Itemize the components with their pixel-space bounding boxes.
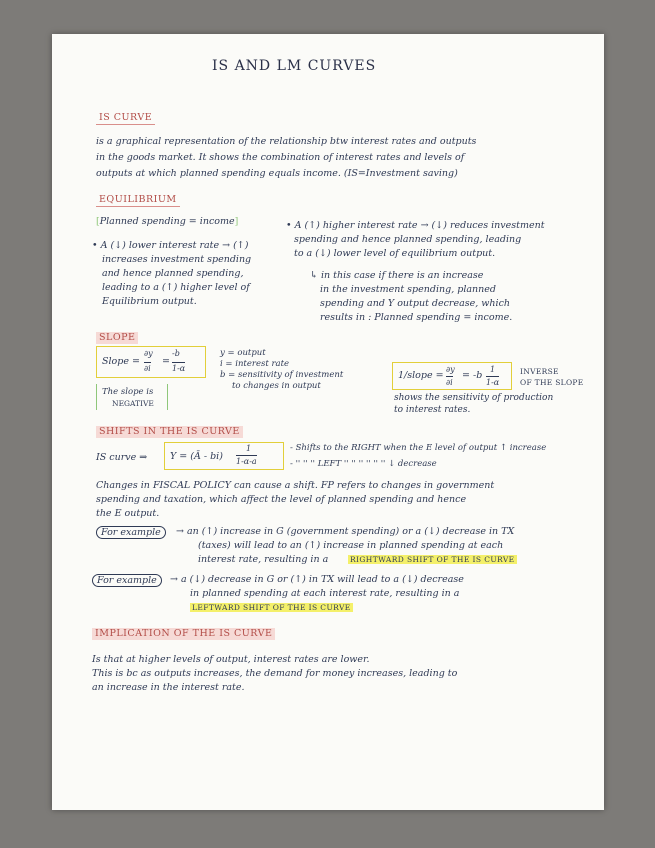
fiscal-line-2: spending and taxation, which affect the level of planned spending and hence bbox=[96, 494, 467, 505]
slope-heading: SLOPE bbox=[96, 332, 138, 344]
inverse-slope-label: 1/slope = bbox=[398, 370, 444, 381]
implication-line-1: Is that at higher levels of output, interest rates are lower. bbox=[92, 654, 370, 665]
example2-oval: For example bbox=[92, 574, 162, 587]
eq-right-1: • A (↑) higher interest rate → (↓) reduces investment bbox=[286, 220, 545, 231]
eq-note-3: spending and Y output decrease, which bbox=[320, 298, 511, 309]
inverse-rhs: = -b bbox=[462, 370, 483, 381]
sensitivity-2: to interest rates. bbox=[394, 405, 471, 415]
slope-negative-1: The slope is bbox=[102, 387, 154, 397]
eq-right-2: spending and hence planned spending, leading bbox=[294, 234, 522, 245]
equilibrium-heading: EQUILIBRIUM bbox=[96, 194, 180, 207]
slope-legend-1: y = output bbox=[220, 348, 266, 358]
sensitivity-1: shows the sensitivity of production bbox=[394, 393, 554, 403]
inverse-note-1: INVERSE bbox=[520, 367, 559, 376]
implication-line-2: This is bc as outputs increases, the demand for money increases, leading to bbox=[92, 668, 458, 679]
is-equation-num: 1 bbox=[246, 444, 252, 453]
page-title: IS AND LM CURVES bbox=[212, 58, 377, 74]
slope-legend-3: b = sensitivity of investment bbox=[220, 370, 344, 380]
example2-line-2: in planned spending at each interest rate, resulting in a bbox=[190, 588, 460, 599]
bracket-close: ] bbox=[234, 216, 239, 227]
equilibrium-box-text: Planned spending = income bbox=[99, 216, 235, 227]
is-equation-lhs: Y = (Ā - bi) bbox=[170, 451, 223, 462]
eq-note-4: results in : Planned spending = income. bbox=[320, 312, 513, 323]
example1-line-2: (taxes) will lead to an (↑) increase in planned spending at each bbox=[198, 540, 504, 551]
is-curve-line-1: is a graphical representation of the relationship btw interest rates and outputs bbox=[96, 136, 477, 147]
inverse-frac-den: ∂i bbox=[446, 378, 453, 387]
equilibrium-box bbox=[96, 216, 238, 228]
eq-left-4: leading to a (↑) higher level of bbox=[102, 282, 250, 293]
example1-line-3: interest rate, resulting in a bbox=[198, 554, 329, 565]
eq-right-3: to a (↓) lower level of equilibrium output. bbox=[294, 248, 496, 259]
slope-legend-4: to changes in output bbox=[232, 381, 321, 391]
fiscal-line-3: the E output. bbox=[96, 508, 160, 519]
slope-frac2-num: -b bbox=[172, 349, 180, 358]
fiscal-line-1: Changes in FISCAL POLICY can cause a shift. FP refers to changes in government bbox=[96, 480, 495, 491]
is-equation-den: 1-α-a bbox=[236, 457, 257, 466]
example1-line-1: → an (↑) increase in G (government spending) or a (↓) decrease in TX bbox=[176, 526, 515, 537]
example2-highlight-wrap bbox=[190, 602, 353, 614]
leftward-shift-highlight: LEFTWARD SHIFT OF THE IS CURVE bbox=[192, 603, 351, 612]
eq-note-2: in the investment spending, planned bbox=[320, 284, 496, 295]
inverse-note-2: OF THE SLOPE bbox=[520, 378, 584, 387]
example1-oval: For example bbox=[96, 526, 166, 539]
eq-left-3: and hence planned spending, bbox=[102, 268, 244, 279]
is-curve-heading: IS CURVE bbox=[96, 112, 155, 125]
eq-left-2: increases investment spending bbox=[102, 254, 252, 265]
slope-frac1-den: ∂i bbox=[144, 364, 151, 373]
shift-right-text: - Shifts to the RIGHT when the E level of output ↑ increase bbox=[290, 443, 547, 453]
slope-formula-label: Slope = bbox=[102, 356, 140, 367]
slope-frac2-den: 1-α bbox=[172, 364, 186, 373]
implication-heading: IMPLICATION OF THE IS CURVE bbox=[92, 628, 275, 640]
rightward-shift-highlight: RIGHTWARD SHIFT OF THE IS CURVE bbox=[350, 555, 515, 564]
slope-frac1-num: ∂y bbox=[144, 349, 153, 358]
slope-legend-2: i = interest rate bbox=[220, 359, 290, 369]
eq-note-1: ↳ in this case if there is an increase bbox=[310, 270, 484, 281]
shift-left-text: - '' '' '' LEFT '' '' '' '' '' '' ↓ decrease bbox=[290, 459, 437, 469]
inverse-frac2-den: 1-α bbox=[486, 378, 500, 387]
is-curve-line-3: outputs at which planned spending equals income. (IS=Investment saving) bbox=[96, 168, 458, 179]
implication-line-3: an increase in the interest rate. bbox=[92, 682, 245, 693]
is-curve-line-2: in the goods market. It shows the combination of interest rates and levels of bbox=[96, 152, 465, 163]
example2-line-1: → a (↓) decrease in G or (↑) in TX will lead to a (↓) decrease bbox=[170, 574, 464, 585]
example1-highlight bbox=[348, 554, 517, 566]
slope-equals: = bbox=[162, 356, 170, 367]
inverse-frac-num: ∂y bbox=[446, 365, 455, 374]
eq-left-5: Equilibrium output. bbox=[102, 296, 197, 307]
notes-page bbox=[52, 34, 604, 810]
inverse-frac2-num: 1 bbox=[490, 365, 496, 374]
shifts-heading: SHIFTS IN THE IS CURVE bbox=[96, 426, 243, 438]
slope-negative-2: NEGATIVE bbox=[112, 399, 154, 408]
is-curve-label: IS curve ⇒ bbox=[96, 452, 148, 463]
bracket-open: [ bbox=[96, 216, 100, 227]
eq-left-1: • A (↓) lower interest rate → (↑) bbox=[92, 240, 249, 251]
